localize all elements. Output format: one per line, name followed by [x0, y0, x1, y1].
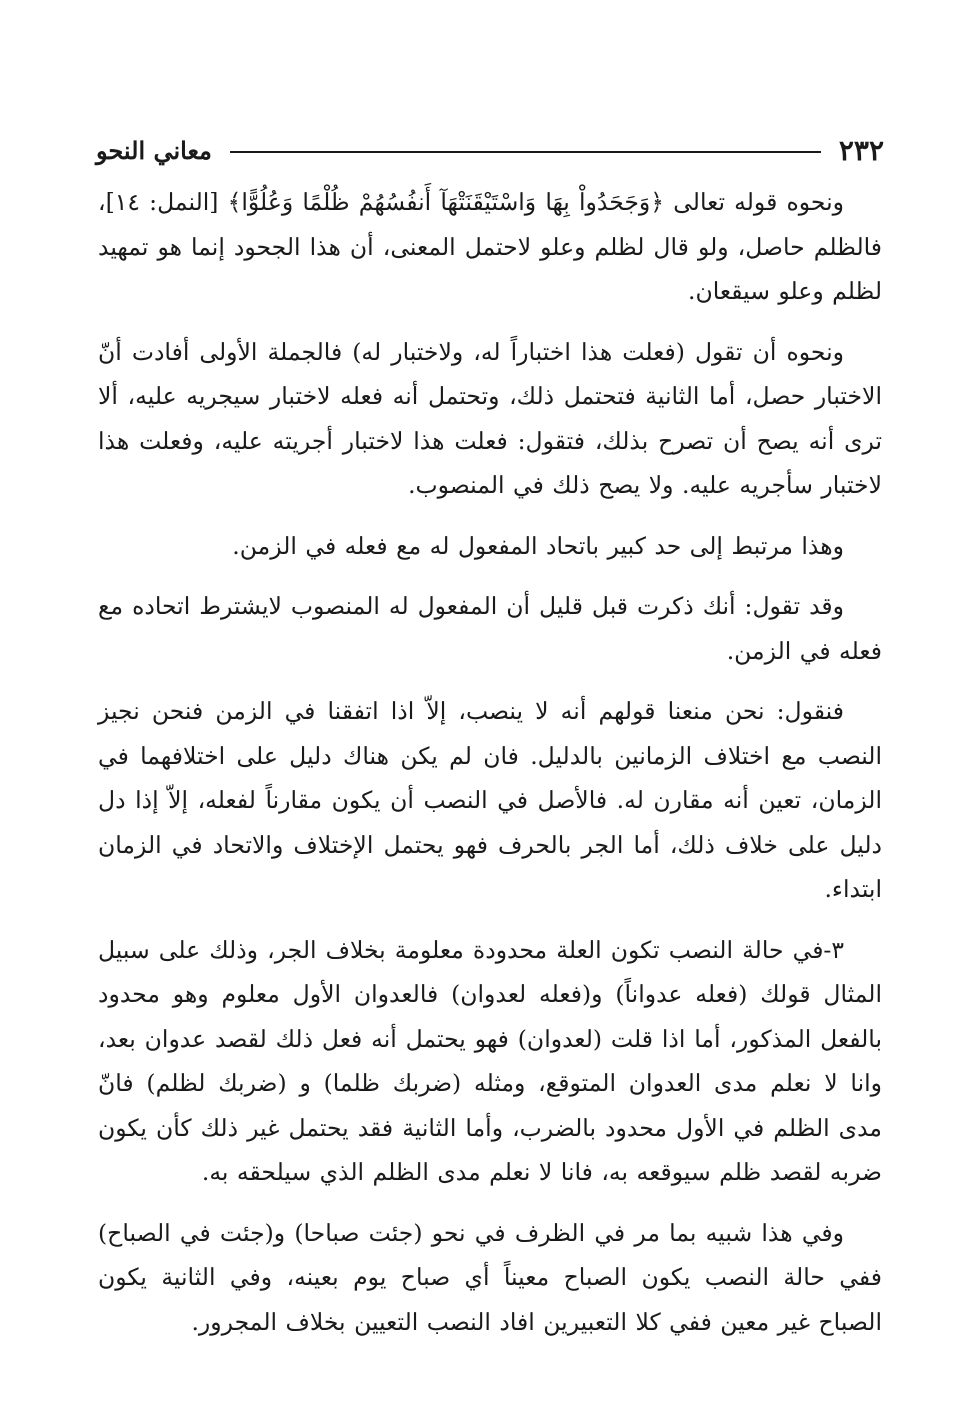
paragraph-objection: وقد تقول: أنك ذكرت قبل قليل أن المفعول له المنصوب لايشترط اتحاده مع فعله في الزمن.	[98, 592, 882, 665]
page-number: ٢٣٢	[838, 133, 884, 167]
paragraph-response: فنقول: نحن منعنا قولهم أنه لا ينصب، إلاّ اذا اتفقنا في الزمن فنحن نجيز النصب مع اختلاف الزمانين بالدليل. فان لم يكن هناك دليل على اختلافهما في الزمان، تعين أنه مقارن له. فالأصل في النصب أن يكون مقارناً لفعله، إلاّ إذا دل دليل على خلاف ذلك، أما الجر بالحرف فهو يحتمل الإختلاف والاتحاد في الزمان ابتداء.	[98, 697, 882, 903]
paragraph-zarf-comparison: وفي هذا شبيه بما مر في الظرف في نحو (جئت صباحا) و(جئت في الصباح) ففي حالة النصب يكون الصباح معيناً أي صباح يوم بعينه، وفي الثانية يكون الصباح غير معين ففي كلا التعبيرين افاد النصب التعيين بخلاف المجرور.	[98, 1218, 882, 1336]
running-header	[96, 128, 884, 172]
paragraph-quran-example: ونحوه قوله تعالى ﴿وَجَحَدُواْ بِهَا وَاسْتَيْقَنَتْهَآ أَنفُسُهُمْ ظُلْمًا وَعُلُوًّا﴾ [النمل: ١٤]، فالظلم حاصل، ولو قال لظلم وعلو لاحتمل المعنى، أن هذا الجحود إنما هو تمهيد لظلم وعلو سيقعان.	[98, 188, 882, 305]
paragraph-ikhtibar-example: ونحوه أن تقول (فعلت هذا اختباراً له، ولاختبار له) فالجملة الأولى أفادت أنّ الاختبار حصل، أما الثانية فتحتمل ذلك، وتحتمل أنه فعله لاختبار سيجريه عليه، ألا ترى أنه يصح أن تصرح بذلك، فتقول: فعلت هذا لاختبار أجريته عليه، وفعلت هذا لاختبار سأجريه عليه. ولا يصح ذلك في المنصوب.	[98, 337, 882, 499]
paragraph-point-three: ٣-في حالة النصب تكون العلة محدودة معلومة بخلاف الجر، وذلك على سبيل المثال قولك (فعله عدواناً) و(فعله لعدوان) فالعدوان الأول معلوم وهو محدود بالفعل المذكور، أما اذا قلت (لعدوان) فهو يحتمل أنه فعل ذلك لقصد عدوان بعد، وانا لا نعلم مدى العدوان المتوقع، ومثله (ضربك ظلما) و (ضربك لظلم) فانّ مدى الظلم في الأول محدود بالضرب، وأما الثانية فقد يحتمل غير ذلك كأن يكون ضربه لقصد ظلم سيوقعه به، فانا لا نعلم مدى الظلم الذي سيلحقه به.	[98, 935, 882, 1186]
book-title: معاني النحو	[96, 135, 212, 165]
page-body	[98, 180, 882, 1360]
paragraph-time-relation: وهذا مرتبط إلى حد كبير باتحاد المفعول له مع فعله في الزمن.	[232, 531, 844, 560]
header-rule	[230, 151, 821, 153]
